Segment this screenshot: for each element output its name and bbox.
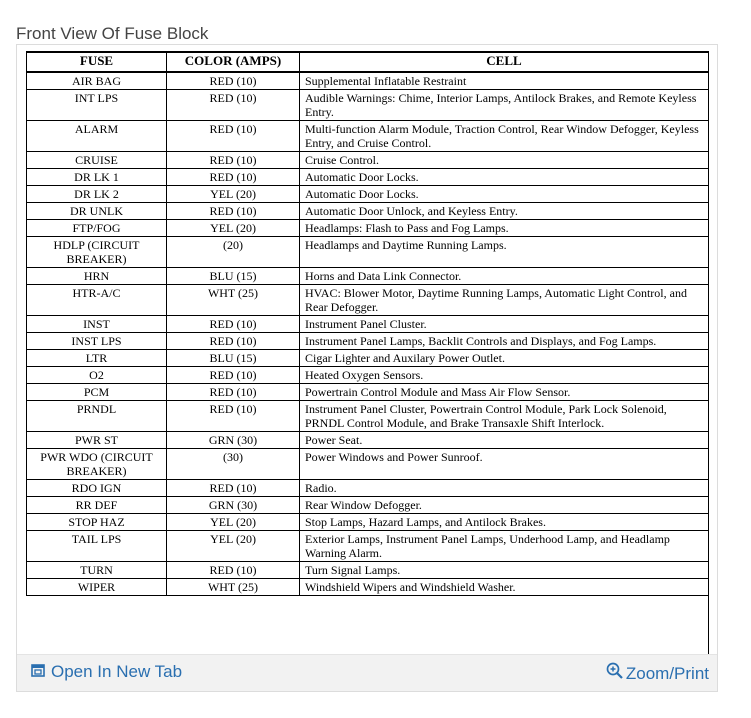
- open-new-tab-label: Open In New Tab: [51, 662, 183, 681]
- color-amps-cell: RED (10): [167, 90, 300, 121]
- color-amps-cell: RED (10): [167, 367, 300, 384]
- table-row: [27, 121, 709, 152]
- circuit-description-cell: Cigar Lighter and Auxilary Power Outlet.: [300, 350, 709, 367]
- color-amps-cell: RED (10): [167, 316, 300, 333]
- color-amps-cell: RED (10): [167, 384, 300, 401]
- circuit-description-cell: Instrument Panel Cluster, Powertrain Control Module, Park Lock Solenoid, PRNDL Control Module, and Brake Transaxle Shift Interlock.: [300, 401, 709, 432]
- fuse-name-cell: LTR: [27, 350, 167, 367]
- zoom-in-icon: [606, 662, 624, 685]
- circuit-description-cell: Exterior Lamps, Instrument Panel Lamps, Underhood Lamp, and Headlamp Warning Alarm.: [300, 531, 709, 562]
- circuit-description-cell: Cruise Control.: [300, 152, 709, 169]
- open-new-tab-link[interactable]: [31, 662, 182, 682]
- fuse-table: [26, 51, 709, 596]
- table-row: [27, 350, 709, 367]
- fuse-name-cell: PCM: [27, 384, 167, 401]
- circuit-description-cell: Supplemental Inflatable Restraint: [300, 72, 709, 90]
- table-row: [27, 316, 709, 333]
- table-row: [27, 531, 709, 562]
- table-row: [27, 514, 709, 531]
- color-amps-cell: RED (10): [167, 562, 300, 579]
- circuit-description-cell: Instrument Panel Cluster.: [300, 316, 709, 333]
- table-row: [27, 480, 709, 497]
- fuse-name-cell: TURN: [27, 562, 167, 579]
- fuse-name-cell: INT LPS: [27, 90, 167, 121]
- fuse-name-cell: ALARM: [27, 121, 167, 152]
- table-row: [27, 237, 709, 268]
- fuse-name-cell: TAIL LPS: [27, 531, 167, 562]
- color-amps-cell: WHT (25): [167, 285, 300, 316]
- table-row: [27, 72, 709, 90]
- circuit-description-cell: Heated Oxygen Sensors.: [300, 367, 709, 384]
- table-row: [27, 367, 709, 384]
- table-row: [27, 562, 709, 579]
- open-new-tab-icon: [31, 662, 45, 682]
- circuit-description-cell: Horns and Data Link Connector.: [300, 268, 709, 285]
- fuse-name-cell: HTR-A/C: [27, 285, 167, 316]
- table-header-row: [27, 52, 709, 72]
- fuse-name-cell: INST: [27, 316, 167, 333]
- page-title: Front View Of Fuse Block: [16, 24, 209, 43]
- circuit-description-cell: Headlamps and Daytime Running Lamps.: [300, 237, 709, 268]
- zoom-print-label: Zoom/Print: [625, 663, 709, 683]
- fuse-name-cell: DR UNLK: [27, 203, 167, 220]
- table-row: [27, 333, 709, 350]
- color-amps-cell: WHT (25): [167, 579, 300, 596]
- circuit-description-cell: Automatic Door Unlock, and Keyless Entry.: [300, 203, 709, 220]
- fuse-name-cell: WIPER: [27, 579, 167, 596]
- table-row: [27, 449, 709, 480]
- circuit-description-cell: Headlamps: Flash to Pass and Fog Lamps.: [300, 220, 709, 237]
- circuit-description-cell: Instrument Panel Lamps, Backlit Controls and Displays, and Fog Lamps.: [300, 333, 709, 350]
- fuse-name-cell: AIR BAG: [27, 72, 167, 90]
- fuse-name-cell: PRNDL: [27, 401, 167, 432]
- column-header-fuse: FUSE: [27, 52, 167, 72]
- color-amps-cell: RED (10): [167, 169, 300, 186]
- fuse-table-image[interactable]: [26, 51, 709, 657]
- color-amps-cell: YEL (20): [167, 531, 300, 562]
- color-amps-cell: GRN (30): [167, 432, 300, 449]
- table-row: [27, 268, 709, 285]
- zoom-print-link[interactable]: [606, 662, 709, 685]
- circuit-description-cell: Power Seat.: [300, 432, 709, 449]
- color-amps-cell: GRN (30): [167, 497, 300, 514]
- color-amps-cell: RED (10): [167, 480, 300, 497]
- color-amps-cell: YEL (20): [167, 186, 300, 203]
- circuit-description-cell: Radio.: [300, 480, 709, 497]
- fuse-name-cell: PWR ST: [27, 432, 167, 449]
- image-frame: [16, 44, 718, 692]
- fuse-name-cell: RR DEF: [27, 497, 167, 514]
- fuse-name-cell: INST LPS: [27, 333, 167, 350]
- circuit-description-cell: Powertrain Control Module and Mass Air Flow Sensor.: [300, 384, 709, 401]
- circuit-description-cell: Stop Lamps, Hazard Lamps, and Antilock Brakes.: [300, 514, 709, 531]
- color-amps-cell: RED (10): [167, 203, 300, 220]
- table-row: [27, 90, 709, 121]
- fuse-name-cell: O2: [27, 367, 167, 384]
- color-amps-cell: YEL (20): [167, 514, 300, 531]
- column-header-cell: CELL: [300, 52, 709, 72]
- color-amps-cell: BLU (15): [167, 268, 300, 285]
- circuit-description-cell: Automatic Door Locks.: [300, 186, 709, 203]
- table-row: [27, 285, 709, 316]
- circuit-description-cell: Automatic Door Locks.: [300, 169, 709, 186]
- table-row: [27, 152, 709, 169]
- circuit-description-cell: Windshield Wipers and Windshield Washer.: [300, 579, 709, 596]
- fuse-name-cell: PWR WDO (CIRCUIT BREAKER): [27, 449, 167, 480]
- color-amps-cell: RED (10): [167, 401, 300, 432]
- color-amps-cell: RED (10): [167, 333, 300, 350]
- color-amps-cell: RED (10): [167, 121, 300, 152]
- fuse-name-cell: STOP HAZ: [27, 514, 167, 531]
- table-row: [27, 220, 709, 237]
- circuit-description-cell: Rear Window Defogger.: [300, 497, 709, 514]
- color-amps-cell: (30): [167, 449, 300, 480]
- fuse-name-cell: CRUISE: [27, 152, 167, 169]
- color-amps-cell: BLU (15): [167, 350, 300, 367]
- table-row: [27, 169, 709, 186]
- color-amps-cell: RED (10): [167, 72, 300, 90]
- table-row: [27, 497, 709, 514]
- table-row: [27, 401, 709, 432]
- color-amps-cell: RED (10): [167, 152, 300, 169]
- table-row: [27, 384, 709, 401]
- table-row: [27, 186, 709, 203]
- fuse-name-cell: DR LK 1: [27, 169, 167, 186]
- image-toolbar: [17, 654, 717, 691]
- circuit-description-cell: Multi-function Alarm Module, Traction Control, Rear Window Defogger, Keyless Entry, and Cruise Control.: [300, 121, 709, 152]
- table-row: [27, 579, 709, 596]
- fuse-name-cell: RDO IGN: [27, 480, 167, 497]
- color-amps-cell: YEL (20): [167, 220, 300, 237]
- circuit-description-cell: HVAC: Blower Motor, Daytime Running Lamps, Automatic Light Control, and Rear Defogger.: [300, 285, 709, 316]
- circuit-description-cell: Power Windows and Power Sunroof.: [300, 449, 709, 480]
- circuit-description-cell: Turn Signal Lamps.: [300, 562, 709, 579]
- circuit-description-cell: Audible Warnings: Chime, Interior Lamps, Antilock Brakes, and Remote Keyless Entry.: [300, 90, 709, 121]
- column-header-color: COLOR (AMPS): [167, 52, 300, 72]
- fuse-name-cell: HDLP (CIRCUIT BREAKER): [27, 237, 167, 268]
- fuse-name-cell: DR LK 2: [27, 186, 167, 203]
- fuse-name-cell: HRN: [27, 268, 167, 285]
- table-row: [27, 203, 709, 220]
- color-amps-cell: (20): [167, 237, 300, 268]
- table-row: [27, 432, 709, 449]
- fuse-name-cell: FTP/FOG: [27, 220, 167, 237]
